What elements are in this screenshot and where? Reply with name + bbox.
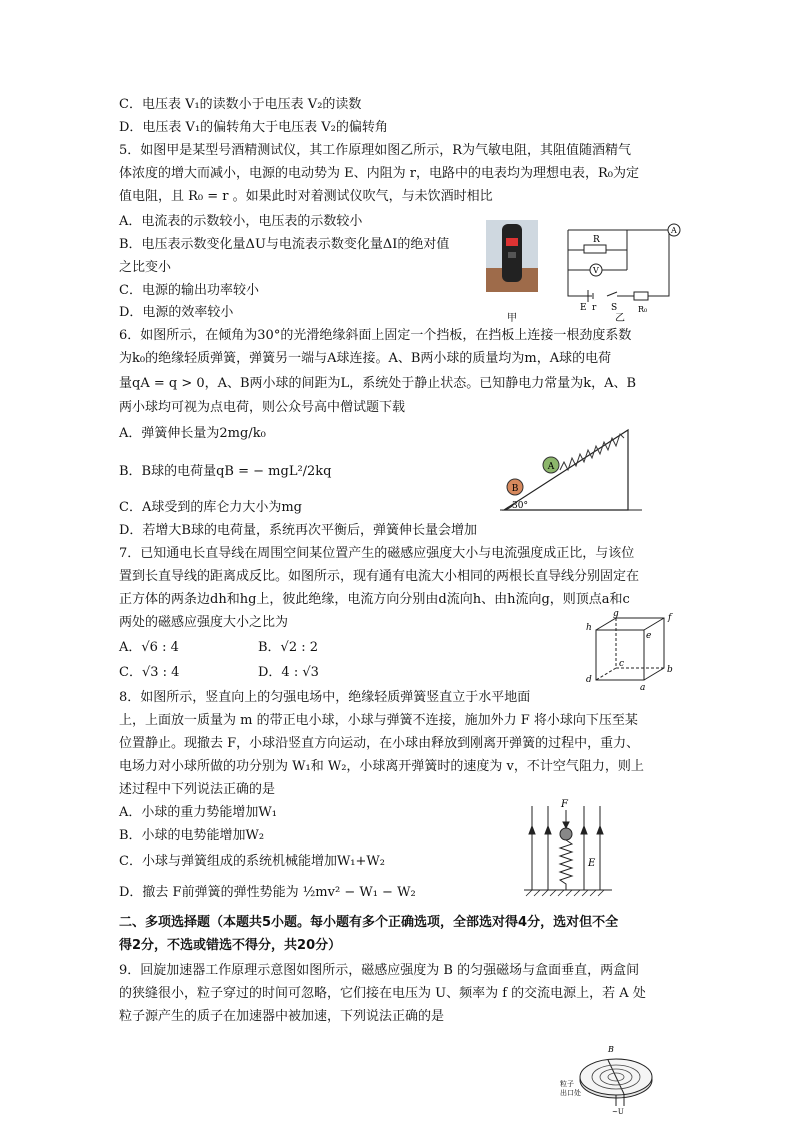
q6-figure [498, 420, 646, 516]
label-E: E [580, 303, 587, 313]
svg-text:粒子: 粒子 [560, 1080, 574, 1088]
charged-ball [560, 828, 572, 840]
choice-d: D．4 : √3 [258, 665, 319, 680]
text-line: 上，上面放一质量为 m 的带正电小球，小球与弹簧不连接，施加外力 F 将小球向下压至某 [119, 713, 638, 728]
label-r: r [592, 303, 597, 313]
svg-text:c: c [619, 659, 625, 669]
text-line: C．小球与弹簧组成的系统机械能增加W₁+W₂ [119, 854, 385, 869]
q9-figure [556, 1044, 656, 1116]
svg-text:F: F [561, 799, 568, 810]
text-line: 正方体的两条边dh和hg上，彼此绝缘，电流方向分别由d流向h、由h流向g，则顶点a和c [119, 592, 630, 607]
q7-figure [582, 610, 682, 694]
text-line: 体浓度的增大而减小，电源的电动势为 E、内阻为 r，电路中的电表均为理想电表，R₀为定 [119, 166, 639, 181]
q5-figure [484, 218, 694, 324]
text-line: 为k₀的绝缘轻质弹簧，弹簧另一端与A球连接。A、B两小球的质量均为m，A球的电荷 [119, 351, 612, 366]
text-line: A．小球的重力势能增加W₁ [119, 805, 277, 820]
svg-text:E: E [588, 858, 596, 869]
text-line: 述过程中下列说法正确的是 [119, 782, 276, 797]
text-line: 8．如图所示，竖直向上的匀强电场中，绝缘轻质弹簧竖直立于水平地面 [119, 690, 531, 705]
text-line: C．电压表 V₁的读数小于电压表 V₂的读数 [119, 97, 362, 112]
caption-left: 甲 [507, 313, 517, 324]
svg-text:d: d [586, 675, 592, 685]
label-S: S [611, 303, 618, 313]
text-line: 位置静止。现撤去 F，小球沿竖直方向运动，在小球由释放到刚离开弹簧的过程中，重力、 [119, 736, 640, 751]
svg-text:g: g [613, 610, 619, 619]
angle-label: 30° [512, 501, 528, 511]
text-line: D．电源的效率较小 [119, 305, 234, 320]
caption-right: 乙 [615, 313, 625, 324]
svg-text:h: h [586, 623, 592, 633]
text-line: D．撤去 F前弹簧的弹性势能为 ½mv² − W₁ − W₂ [119, 885, 416, 900]
text-line: 的狭缝很小，粒子穿过的时间可忽略，它们接在电压为 U、频率为 f 的交流电源上，若 A 处 [119, 986, 646, 1001]
text-line: 9．回旋加速器工作原理示意图如图所示，磁感应强度为 B 的匀强磁场与盒面垂直，两盒间 [119, 963, 640, 978]
text-line: 电场力对小球所做的功分别为 W₁和 W₂，小球离开弹簧时的速度为 v，不计空气阻力，则上 [119, 759, 644, 774]
label-V: V [593, 266, 599, 275]
label-A: A [671, 226, 677, 235]
text-line: D．电压表 V₁的偏转角大于电压表 V₂的偏转角 [119, 120, 388, 135]
text-line: 粒子源产生的质子在加速器中被加速，下列说法正确的是 [119, 1009, 445, 1024]
text-line: A．电流表的示数较小，电压表的示数较小 [119, 214, 363, 229]
text-line: B．小球的电势能增加W₂ [119, 828, 265, 843]
text-line: 置到长直导线的距离成反比。如图所示，现有通有电流大小相同的两根长直导线分别固定在 [119, 569, 640, 584]
svg-text:e: e [646, 631, 652, 641]
text-line: C．电源的输出功率较小 [119, 283, 259, 298]
section-heading: 二、多项选择题（本题共5小题。每小题有多个正确选项，全部选对得4分，选对但不全 [119, 915, 619, 930]
q8-figure [518, 796, 618, 898]
text-line: A．弹簧伸长量为2mg/k₀ [119, 426, 266, 441]
label-R: R [593, 235, 600, 245]
text-line: 7．已知通电长直导线在周围空间某位置产生的磁感应强度大小与电流强度成正比，与该位 [119, 546, 635, 561]
text-line: 之比变小 [119, 260, 172, 275]
section-heading: 得2分，不选或错选不得分，共20分） [119, 938, 342, 953]
svg-text:A: A [547, 462, 555, 472]
text-line: 量qA = q > 0，A、B两小球的间距为L，系统处于静止状态。已知静电力常量为k，A、B [119, 376, 637, 391]
choice-c: C．√3 : 4 [119, 665, 180, 680]
text-line: C．A球受到的库仑力大小为mg [119, 500, 302, 515]
text-line: D．若增大B球的电荷量，系统再次平衡后，弹簧伸长量会增加 [119, 523, 477, 538]
svg-text:B: B [511, 484, 519, 494]
text-line: 5．如图甲是某型号酒精测试仪，其工作原理如图乙所示，R为气敏电阻，其阻值随酒精气 [119, 143, 632, 158]
label-R0: R₀ [638, 305, 648, 314]
svg-text:出口处: 出口处 [560, 1089, 581, 1097]
choice-a: A．√6 : 4 [119, 640, 179, 655]
svg-text:f: f [668, 613, 672, 623]
text-line: 两小球均可视为点电荷，则公众号高中僧试题下载 [119, 400, 406, 415]
svg-text:b: b [667, 665, 673, 675]
text-line: B．B球的电荷量qB = − mgL²/2kq [119, 464, 332, 479]
svg-text:~U: ~U [612, 1108, 624, 1116]
text-line: 值电阻，且 R₀ = r 。如果此时对着测试仪吹气，与未饮酒时相比 [119, 189, 493, 204]
text-line: 两处的磁感应强度大小之比为 [119, 615, 289, 630]
choice-b: B．√2 : 2 [258, 640, 319, 655]
text-line: B．电压表示数变化量ΔU与电流表示数变化量ΔI的绝对值 [119, 237, 450, 252]
svg-text:a: a [640, 683, 646, 693]
text-line: 6．如图所示，在倾角为30°的光滑绝缘斜面上固定一个挡板，在挡板上连接一根劲度系数 [119, 328, 632, 343]
svg-text:B: B [608, 1045, 614, 1054]
